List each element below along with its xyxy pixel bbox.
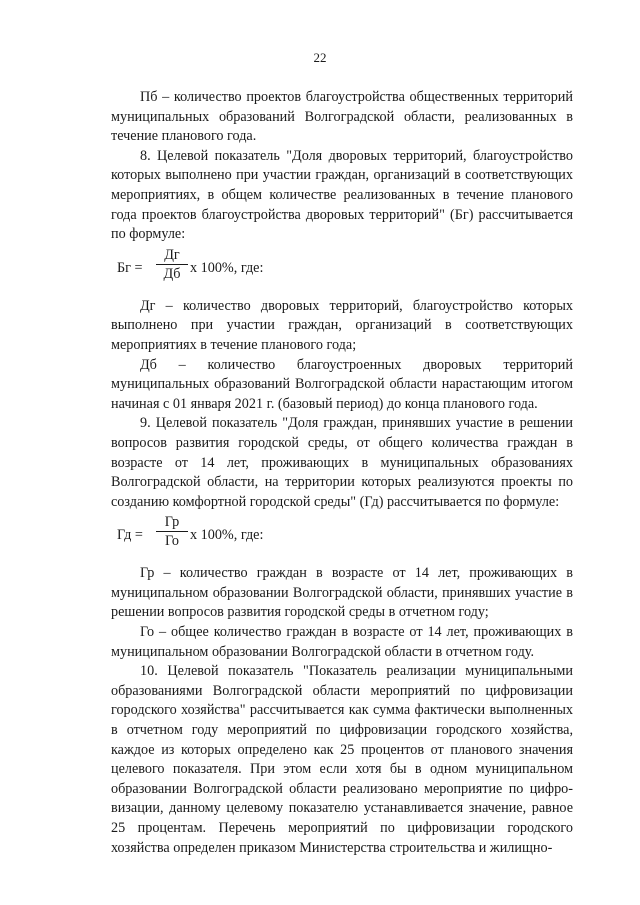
- formula-bg-rhs: х 100%, где:: [190, 259, 264, 276]
- formula-gd-denominator: Го: [164, 533, 180, 550]
- fraction-bar: [156, 531, 188, 532]
- document-body: [111, 88, 573, 858]
- formula-gd-lhs: Гд =: [117, 527, 143, 544]
- paragraph-item-8: 8. Целевой показатель "Доля дворовых территорий, благоустройство которых выполнено при участии граждан, организаций в соответствующих мероприятиях, в общем количестве реализованных в течение планового года проектов благоустройства дворовых территорий" (Бг) рассчитывается по формуле:: [111, 147, 573, 243]
- paragraph-pb-definition: Пб – количество проектов благоустройства общественных территорий муниципальных образований Волгоградской области, реализованных в течение планового года.: [111, 89, 573, 145]
- formula-bg: [111, 245, 573, 297]
- page-number: 22: [313, 50, 327, 65]
- formula-gd: [111, 512, 573, 564]
- formula-bg-numerator: Дг: [164, 246, 180, 263]
- formula-gd-rhs: х 100%, где:: [190, 527, 264, 544]
- formula-gd-numerator: Гр: [164, 514, 180, 531]
- paragraph-item-9: 9. Целевой показатель "Доля граждан, принявших участие в решении вопросов развития городской среды, от общего количества граждан в возрасте от 14 лет, проживающих в муниципальных образованиях Волгоградской области, на территории которых реализуются проекты по созданию комфортной городской среды" (Гд) рассчитывается по формуле:: [111, 415, 573, 510]
- formula-gd-fraction: [156, 514, 188, 549]
- fraction-bar: [156, 264, 188, 265]
- formula-bg-denominator: Дб: [163, 265, 181, 282]
- paragraph-go-definition: Го – общее количество граждан в возрасте от 14 лет, проживающих в муниципальном образовании Волгоградской области в отчетном году.: [111, 624, 573, 660]
- paragraph-dg-definition: Дг – количество дворовых территорий, благоустройство которых выполнено при участии граждан, организаций в соответствующих мероприятиях в течение планового года;: [111, 297, 573, 353]
- formula-bg-fraction: [156, 247, 188, 282]
- paragraph-item-10: 10. Целевой показатель "Показатель реализации муниципальными образованиями Волгоградской области мероприятий по цифровизации городского хозяйства" рассчитывается как сумма фактически выполненных в отчетном году мероприятий по цифровизации городского хозяйства, каждое из которых определено как 25 процентов от планового значения целевого показателя. При этом если хотя бы в одном муниципальном образовании Волгоградской области реализовано мероприятие по цифро-визации, данному целевому показателю устанавливается значение, равное 25 процентам. Перечень мероприятий по цифровизации городского хозяйства определен приказом Министерства строительства и жилищно-: [111, 663, 573, 856]
- formula-bg-lhs: Бг =: [117, 259, 143, 276]
- paragraph-gr-definition: Гр – количество граждан в возрасте от 14 лет, проживающих в муниципальном образовании Волгоградской области, принявших участие в решении вопросов развития городской среды в отчетном году;: [111, 565, 573, 621]
- paragraph-db-definition: Дб – количество благоустроенных дворовых территорий муниципальных образований Волгоградской области нарастающим итогом начиная с 01 января 2021 г. (базовый период) до конца планового года.: [111, 356, 573, 412]
